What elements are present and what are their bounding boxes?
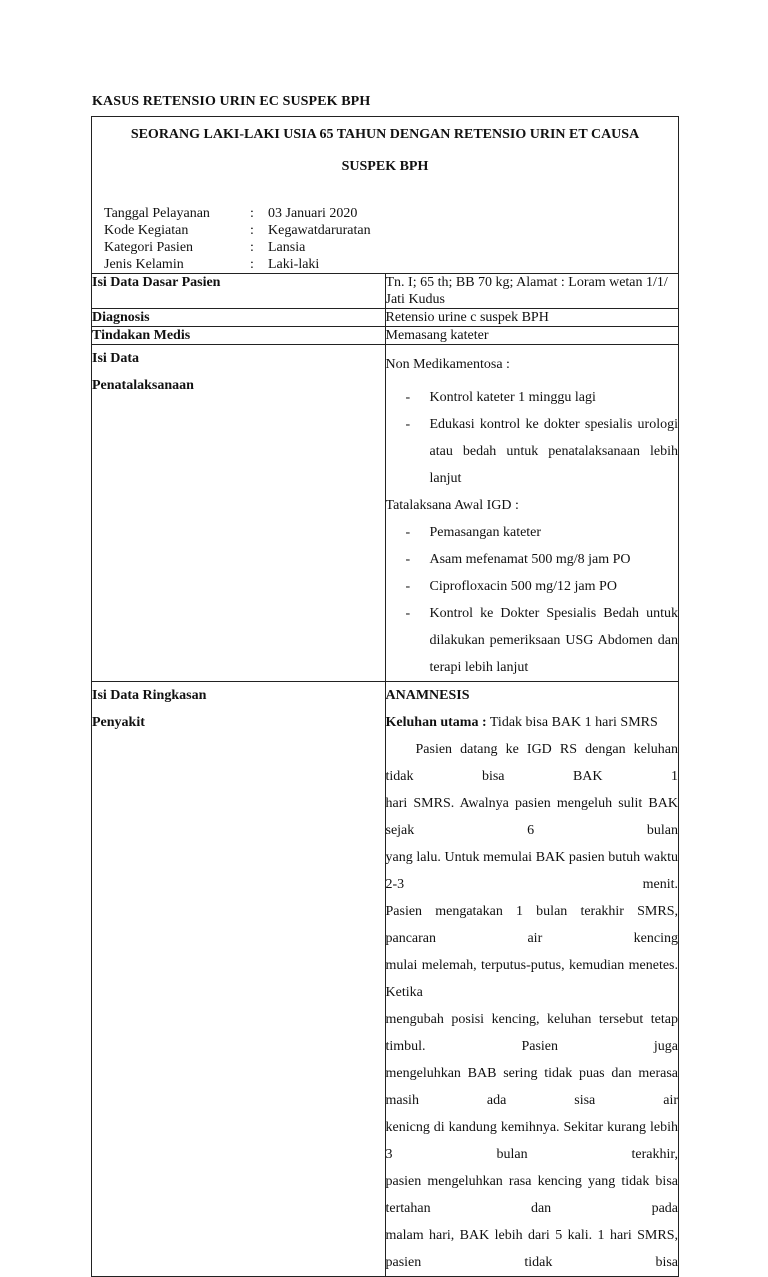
patient-basic-value: Tn. I; 65 th; BB 70 kg; Alamat : Loram wetan 1/1/ Jati Kudus <box>385 274 679 309</box>
paragraph-line: Pasien datang ke IGD RS dengan keluhan tidak bisa BAK 1 <box>385 742 678 784</box>
case-header-row <box>92 117 679 274</box>
management-label-line1: Isi Data <box>92 351 140 366</box>
non-medication-list <box>386 384 679 492</box>
info-row <box>104 256 678 273</box>
info-key: Tanggal Pelayanan <box>104 206 210 221</box>
diagnosis-value: Retensio urine c suspek BPH <box>385 309 679 327</box>
info-key: Kode Kegiatan <box>104 223 189 238</box>
list-item <box>386 519 679 546</box>
paragraph-line: kenicng di kandung kemihnya. Sekitar kurang lebih 3 bulan terakhir, <box>385 1120 678 1162</box>
management-label <box>92 345 386 682</box>
bullet-dash: - <box>405 552 411 567</box>
info-key: Kategori Pasien <box>104 240 194 255</box>
diagnosis-label: Diagnosis <box>92 309 386 327</box>
list-item-text: Edukasi kontrol ke dokter spesialis urologi atau bedah untuk penatalaksanaan lebih lanjut <box>429 417 678 486</box>
management-label-line2: Penatalaksanaan <box>92 378 194 393</box>
list-item-text: Asam mefenamat 500 mg/8 jam PO <box>429 552 631 567</box>
paragraph-line: malam hari, BAK lebih dari 5 kali. 1 hari SMRS, pasien tidak bisa <box>385 1228 678 1270</box>
case-header-cell <box>92 117 679 274</box>
medical-action-label: Tindakan Medis <box>92 327 386 345</box>
summary-content <box>385 682 679 1277</box>
bullet-dash: - <box>405 579 411 594</box>
list-item <box>386 573 679 600</box>
summary-row <box>92 682 679 1277</box>
patient-basic-row <box>92 274 679 309</box>
list-item-text: Kontrol kateter 1 minggu lagi <box>429 390 596 405</box>
management-row <box>92 345 679 682</box>
bullet-dash: - <box>405 606 411 621</box>
patient-basic-label: Isi Data Dasar Pasien <box>92 274 386 309</box>
document-title: KASUS RETENSIO URIN EC SUSPEK BPH <box>92 94 371 109</box>
info-value: Laki-laki <box>268 257 320 272</box>
info-colon: : <box>250 223 254 238</box>
info-value: Kegawatdaruratan <box>268 223 371 238</box>
info-colon: : <box>250 257 254 272</box>
paragraph-line: Pasien mengatakan 1 bulan terakhir SMRS, pancaran air kencing <box>385 904 678 946</box>
info-row <box>104 205 678 222</box>
case-header-line2: SUSPEK BPH <box>341 159 429 174</box>
initial-er-title: Tatalaksana Awal IGD : <box>385 498 519 513</box>
list-item-text: Ciprofloxacin 500 mg/12 jam PO <box>429 579 617 594</box>
bullet-dash: - <box>405 417 411 432</box>
bullet-dash: - <box>405 390 411 405</box>
summary-label-line1: Isi Data Ringkasan <box>92 688 207 703</box>
summary-label-line2: Penyakit <box>92 715 145 730</box>
summary-label <box>92 682 386 1277</box>
list-item <box>386 546 679 573</box>
case-table <box>91 116 679 1277</box>
diagnosis-row <box>92 309 679 327</box>
management-content <box>385 345 679 682</box>
bullet-dash: - <box>405 525 411 540</box>
paragraph-line: mulai melemah, terputus-putus, kemudian menetes. Ketika <box>385 958 678 1000</box>
list-item <box>386 600 679 681</box>
info-row <box>104 239 678 256</box>
info-row <box>104 222 678 239</box>
list-item-text: Kontrol ke Dokter Spesialis Bedah untuk dilakukan pemeriksaan USG Abdomen dan terapi lebih lanjut <box>429 606 678 675</box>
main-complaint-value: Tidak bisa BAK 1 hari SMRS <box>486 715 658 730</box>
paragraph-line: yang lalu. Untuk memulai BAK pasien butuh waktu 2-3 menit. <box>385 850 678 892</box>
anamnesis-heading: ANAMNESIS <box>385 688 470 703</box>
info-value: 03 Januari 2020 <box>268 206 358 221</box>
list-item <box>386 384 679 411</box>
info-colon: : <box>250 206 254 221</box>
main-complaint <box>386 709 679 736</box>
initial-er-list <box>386 519 679 681</box>
list-item <box>386 411 679 492</box>
list-item-text: Pemasangan kateter <box>429 525 542 540</box>
paragraph-line: mengeluhkan BAB sering tidak puas dan merasa masih ada sisa air <box>385 1066 678 1108</box>
main-complaint-label: Keluhan utama : <box>385 715 487 730</box>
paragraph-line: pasien mengeluhkan rasa kencing yang tidak bisa tertahan dan pada <box>385 1174 678 1216</box>
paragraph-line: hari SMRS. Awalnya pasien mengeluh sulit BAK sejak 6 bulan <box>385 796 678 838</box>
info-colon: : <box>250 240 254 255</box>
history-paragraph <box>386 736 679 1276</box>
paragraph-line: mengubah posisi kencing, keluhan tersebut tetap timbul. Pasien juga <box>385 1012 678 1054</box>
service-info <box>104 205 678 273</box>
non-medication-title: Non Medikamentosa : <box>385 357 510 372</box>
medical-action-value: Memasang kateter <box>385 327 679 345</box>
info-key: Jenis Kelamin <box>104 257 184 272</box>
medical-action-row <box>92 327 679 345</box>
case-header-line1: SEORANG LAKI-LAKI USIA 65 TAHUN DENGAN RETENSIO URIN ET CAUSA <box>130 127 640 142</box>
info-value: Lansia <box>268 240 306 255</box>
